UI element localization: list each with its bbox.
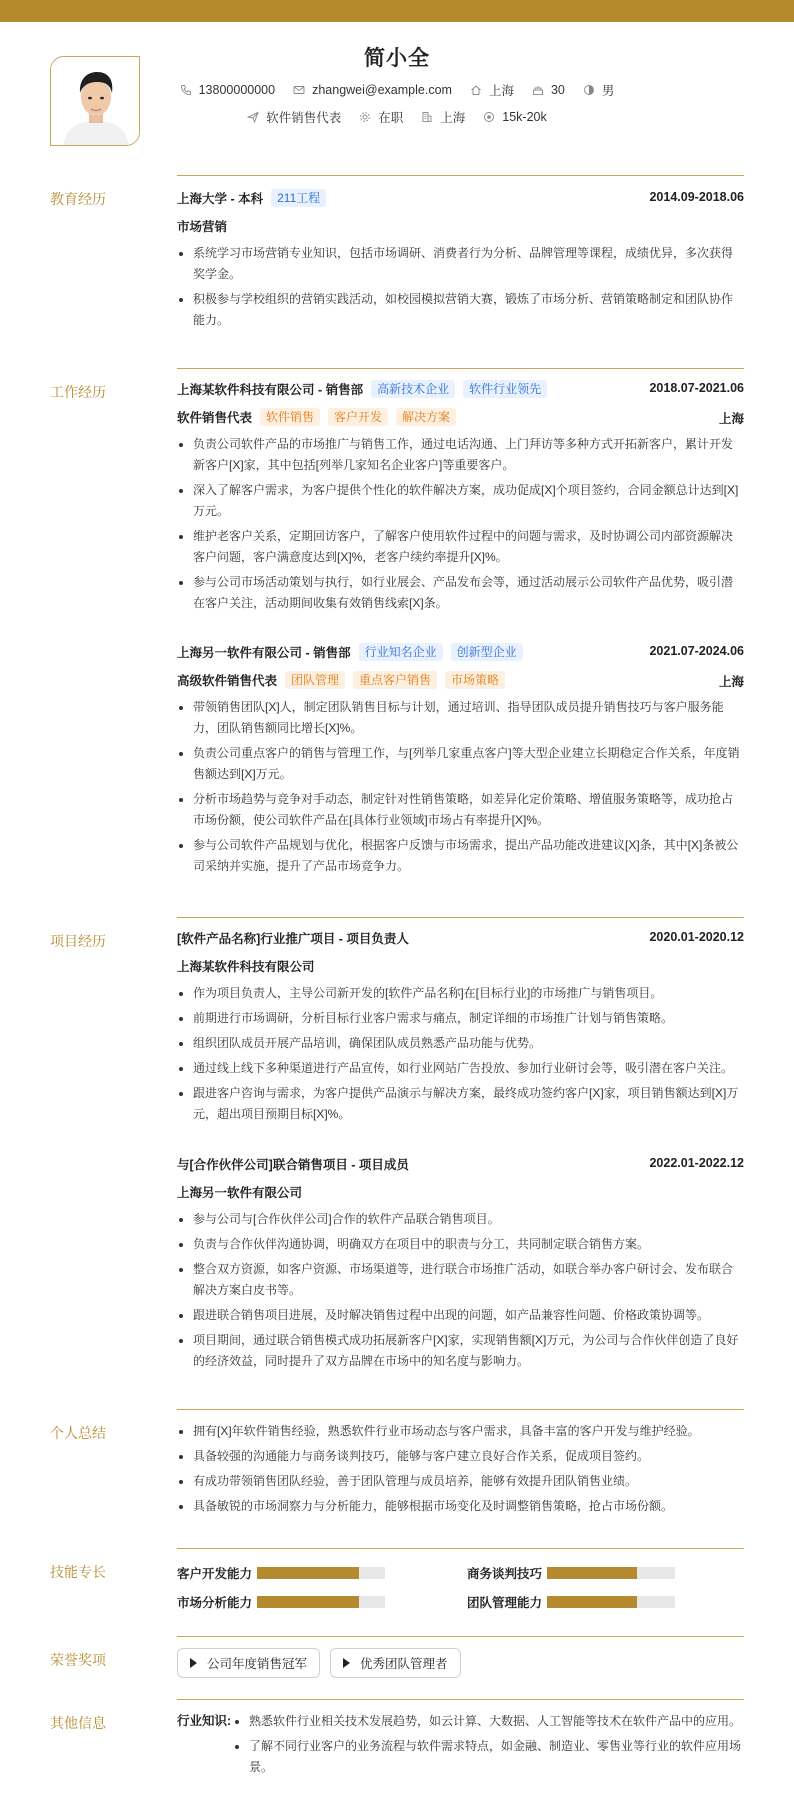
- age-item: [532, 83, 565, 97]
- skill-item: [177, 1564, 385, 1582]
- education-bullets: [177, 243, 744, 331]
- role-tag: 重点客户销售: [353, 671, 437, 689]
- role-tag: 解决方案: [396, 408, 456, 426]
- play-icon: [343, 1658, 350, 1668]
- skill-label: 市场分析能力: [177, 1596, 253, 1610]
- mail-icon: [293, 84, 305, 96]
- company-name: 上海另一软件有限公司 - 销售部: [177, 646, 351, 660]
- list-item: 具备敏锐的市场洞察力与分析能力，能够根据市场变化及时调整销售策略，抢占市场份额。: [177, 1496, 744, 1517]
- work-bullets: [177, 697, 744, 877]
- major: 市场营销: [177, 220, 228, 234]
- list-item: 拥有[X]年软件销售经验，熟悉软件行业市场动态与客户需求，具备丰富的客户开发与维护经验。: [177, 1421, 744, 1442]
- skill-bar-fill: [257, 1567, 359, 1579]
- company-name: 上海某软件科技有限公司 - 销售部: [177, 383, 364, 397]
- work-head: [177, 641, 744, 663]
- project-name: [软件产品名称]行业推广项目 - 项目负责人: [177, 932, 409, 946]
- skill-bar: [547, 1596, 675, 1608]
- skills-grid: [177, 1548, 744, 1628]
- education-head: [177, 187, 744, 209]
- gender-text: 男: [601, 84, 615, 98]
- cake-icon: [532, 84, 544, 96]
- work-city: 上海: [718, 675, 744, 689]
- list-item: 维护老客户关系，定期回访客户，了解客户使用软件过程中的问题与需求，及时协调公司内部资源解决客户问题，客户满意度达到[X]%，老客户续约率提升[X]%。: [177, 526, 744, 568]
- skill-bar-fill: [547, 1596, 637, 1608]
- skill-bar: [547, 1567, 675, 1579]
- resume-header: [0, 22, 794, 175]
- gear-icon: [359, 111, 371, 123]
- work-bullets: [177, 434, 744, 614]
- role-name: 软件销售代表: [177, 411, 253, 425]
- school-tag: 211工程: [271, 189, 326, 207]
- other-title: 其他信息: [50, 1715, 106, 1731]
- age-text: 30: [550, 83, 565, 97]
- candidate-name: 简小全: [364, 47, 430, 70]
- other-bullets: [233, 1711, 744, 1782]
- target-city-text: 上海: [440, 111, 466, 125]
- project-org: 上海某软件科技有限公司: [177, 960, 315, 974]
- list-item: 系统学习市场营销专业知识，包括市场调研、消费者行为分析、品牌管理等课程，成绩优异，多次获得奖学金。: [177, 243, 744, 285]
- company-tag: 高新技术企业: [371, 380, 455, 398]
- contact-row: [0, 81, 794, 99]
- list-item: 组织团队成员开展产品培训，确保团队成员熟悉产品功能与优势。: [177, 1033, 744, 1054]
- role-name: 高级软件销售代表: [177, 674, 278, 688]
- role-tag: 客户开发: [328, 408, 388, 426]
- list-item: 作为项目负责人，主导公司新开发的[软件产品名称]在[目标行业]的市场推广与销售项目。: [177, 983, 744, 1004]
- list-item: 熟悉软件行业相关技术发展趋势，如云计算、大数据、人工智能等技术在软件产品中的应用。: [233, 1711, 744, 1732]
- building-icon: [421, 111, 433, 123]
- list-item: 负责公司软件产品的市场推广与销售工作，通过电话沟通、上门拜访等多种方式开拓新客户，累计开发新客户[X]家，其中包括[列举几家知名企业客户]等重要客户。: [177, 434, 744, 476]
- job-intent-row: [0, 108, 794, 126]
- skill-label: 团队管理能力: [467, 1596, 543, 1610]
- phone-text: 13800000000: [198, 83, 276, 97]
- city-item: [470, 81, 514, 99]
- education-item: [177, 187, 744, 335]
- section-divider: [177, 175, 744, 176]
- play-icon: [190, 1658, 197, 1668]
- role-row: [177, 406, 744, 428]
- award-chip[interactable]: [177, 1648, 320, 1678]
- skills-title: 技能专长: [50, 1564, 106, 1580]
- work-title: 工作经历: [50, 384, 106, 400]
- list-item: 参与公司与[合作伙伴公司]合作的软件产品联合销售项目。: [177, 1209, 744, 1230]
- list-item: 有成功带领销售团队经验，善于团队管理与成员培养，能够有效提升团队销售业绩。: [177, 1471, 744, 1492]
- list-item: 项目期间，通过联合销售模式成功拓展新客户[X]家，实现销售额[X]万元，为公司与合作伙伴创造了良好的经济效益，同时提升了双方品牌在市场中的知名度与影响力。: [177, 1330, 744, 1372]
- coin-icon: [483, 111, 495, 123]
- project-date: 2022.01-2022.12: [649, 1156, 744, 1170]
- summary-title: 个人总结: [50, 1425, 106, 1441]
- summary-content: [177, 1415, 744, 1521]
- list-item: 前期进行市场调研，分析目标行业客户需求与痛点，制定详细的市场推广计划与销售策略。: [177, 1008, 744, 1029]
- top-accent-bar: [0, 0, 794, 22]
- list-item: 参与公司软件产品规划与优化，根据客户反馈与市场需求，提出产品功能改进建议[X]条，其中[X]条被公司采纳并实施，提升了产品市场竞争力。: [177, 835, 744, 877]
- project-head: [177, 1153, 744, 1175]
- skill-bar-fill: [547, 1567, 637, 1579]
- gender-icon: [583, 84, 595, 96]
- list-item: 带领销售团队[X]人，制定团队销售目标与计划，通过培训、指导团队成员提升销售技巧与客户服务能力，团队销售额同比增长[X]%。: [177, 697, 744, 739]
- project-item-2: [177, 1153, 744, 1376]
- other-label: 行业知识:: [177, 1714, 232, 1728]
- skill-label: 商务谈判技巧: [467, 1567, 543, 1581]
- phone-item: [180, 83, 275, 97]
- role-row: [177, 669, 744, 691]
- section-divider: [177, 917, 744, 918]
- work-city: 上海: [718, 412, 744, 426]
- education-title: 教育经历: [50, 191, 106, 207]
- section-divider: [177, 1699, 744, 1700]
- work-date: 2021.07-2024.06: [649, 644, 744, 658]
- gender-item: [583, 81, 615, 99]
- phone-icon: [180, 84, 192, 96]
- project-org: 上海另一软件有限公司: [177, 1186, 303, 1200]
- list-item: 负责公司重点客户的销售与管理工作，与[列举几家重点客户]等大型企业建立长期稳定合作关系，年度销售额达到[X]万元。: [177, 743, 744, 785]
- skill-bar: [257, 1596, 385, 1608]
- section-divider: [177, 1636, 744, 1637]
- send-icon: [247, 111, 259, 123]
- project-bullets: [177, 983, 744, 1125]
- summary-bullets: [177, 1421, 744, 1517]
- award-chip[interactable]: [330, 1648, 461, 1678]
- awards-title: 荣誉奖项: [50, 1652, 106, 1668]
- project-date: 2020.01-2020.12: [649, 930, 744, 944]
- role-tag: 市场策略: [445, 671, 505, 689]
- city-text: 上海: [488, 84, 514, 98]
- project-item-1: [177, 927, 744, 1129]
- company-tag: 创新型企业: [451, 643, 523, 661]
- skill-label: 客户开发能力: [177, 1567, 253, 1581]
- job-text: 软件销售代表: [266, 111, 342, 125]
- work-head: [177, 378, 744, 400]
- skill-item: [467, 1593, 675, 1611]
- list-item: 了解不同行业客户的业务流程与软件需求特点，如金融、制造业、零售业等行业的软件应用场景。: [233, 1736, 744, 1778]
- email-item: [293, 83, 452, 97]
- other-content: [177, 1711, 744, 1782]
- education-date: 2014.09-2018.06: [649, 190, 744, 204]
- section-divider: [177, 368, 744, 369]
- status-item: [359, 108, 403, 126]
- section-divider: [177, 1409, 744, 1410]
- list-item: 整合双方资源，如客户资源、市场渠道等，进行联合市场推广活动，如联合举办客户研讨会、发布联合解决方案白皮书等。: [177, 1259, 744, 1301]
- project-name: 与[合作伙伴公司]联合销售项目 - 项目成员: [177, 1158, 409, 1172]
- email-text: zhangwei@example.com: [312, 83, 452, 97]
- company-tag: 软件行业领先: [463, 380, 547, 398]
- list-item: 负责与合作伙伴沟通协调，明确双方在项目中的职责与分工，共同制定联合销售方案。: [177, 1234, 744, 1255]
- skills-section: [0, 1548, 794, 1628]
- awards-list: [177, 1648, 744, 1678]
- salary-text: 15k-20k: [502, 110, 547, 124]
- work-item-2: [177, 641, 744, 881]
- job-item: [247, 108, 341, 126]
- award-label: 公司年度销售冠军: [207, 1657, 308, 1671]
- list-item: 跟进客户咨询与需求，为客户提供产品演示与解决方案，最终成功签约客户[X]家，项目销售额达到[X]万元，超出项目预期目标[X]%。: [177, 1083, 744, 1125]
- work-item-1: [177, 378, 744, 618]
- status-text: 在职: [378, 111, 404, 125]
- list-item: 具备较强的沟通能力与商务谈判技巧，能够与客户建立良好合作关系，促成项目签约。: [177, 1446, 744, 1467]
- list-item: 跟进联合销售项目进展，及时解决销售过程中出现的问题，如产品兼容性问题、价格政策协调等。: [177, 1305, 744, 1326]
- skill-item: [177, 1593, 385, 1611]
- role-tag: 团队管理: [285, 671, 345, 689]
- project-bullets: [177, 1209, 744, 1372]
- school-name: 上海大学 - 本科: [177, 192, 264, 206]
- list-item: 深入了解客户需求，为客户提供个性化的软件解决方案，成功促成[X]个项目签约，合同金额总计达到[X]万元。: [177, 480, 744, 522]
- home-icon: [470, 84, 482, 96]
- list-item: 积极参与学校组织的营销实践活动，如校园模拟营销大赛，锻炼了市场分析、营销策略制定和团队协作能力。: [177, 289, 744, 331]
- salary-item: [483, 110, 546, 124]
- role-tag: 软件销售: [260, 408, 320, 426]
- company-tag: 行业知名企业: [359, 643, 443, 661]
- work-date: 2018.07-2021.06: [649, 381, 744, 395]
- skill-item: [467, 1564, 675, 1582]
- projects-title: 项目经历: [50, 933, 106, 949]
- skill-bar-fill: [257, 1596, 359, 1608]
- target-city-item: [421, 108, 465, 126]
- skill-bar: [257, 1567, 385, 1579]
- award-label: 优秀团队管理者: [360, 1657, 448, 1671]
- list-item: 分析市场趋势与竞争对手动态，制定针对性销售策略，如差异化定价策略、增值服务策略等，成功抢占市场份额，使公司软件产品在[具体行业领域]市场占有率提升[X]%。: [177, 789, 744, 831]
- list-item: 通过线上线下多种渠道进行产品宣传，如行业网站广告投放、参加行业研讨会等，吸引潜在客户关注。: [177, 1058, 744, 1079]
- list-item: 参与公司市场活动策划与执行，如行业展会、产品发布会等，通过活动展示公司软件产品优势，吸引潜在客户关注，活动期间收集有效销售线索[X]条。: [177, 572, 744, 614]
- project-head: [177, 927, 744, 949]
